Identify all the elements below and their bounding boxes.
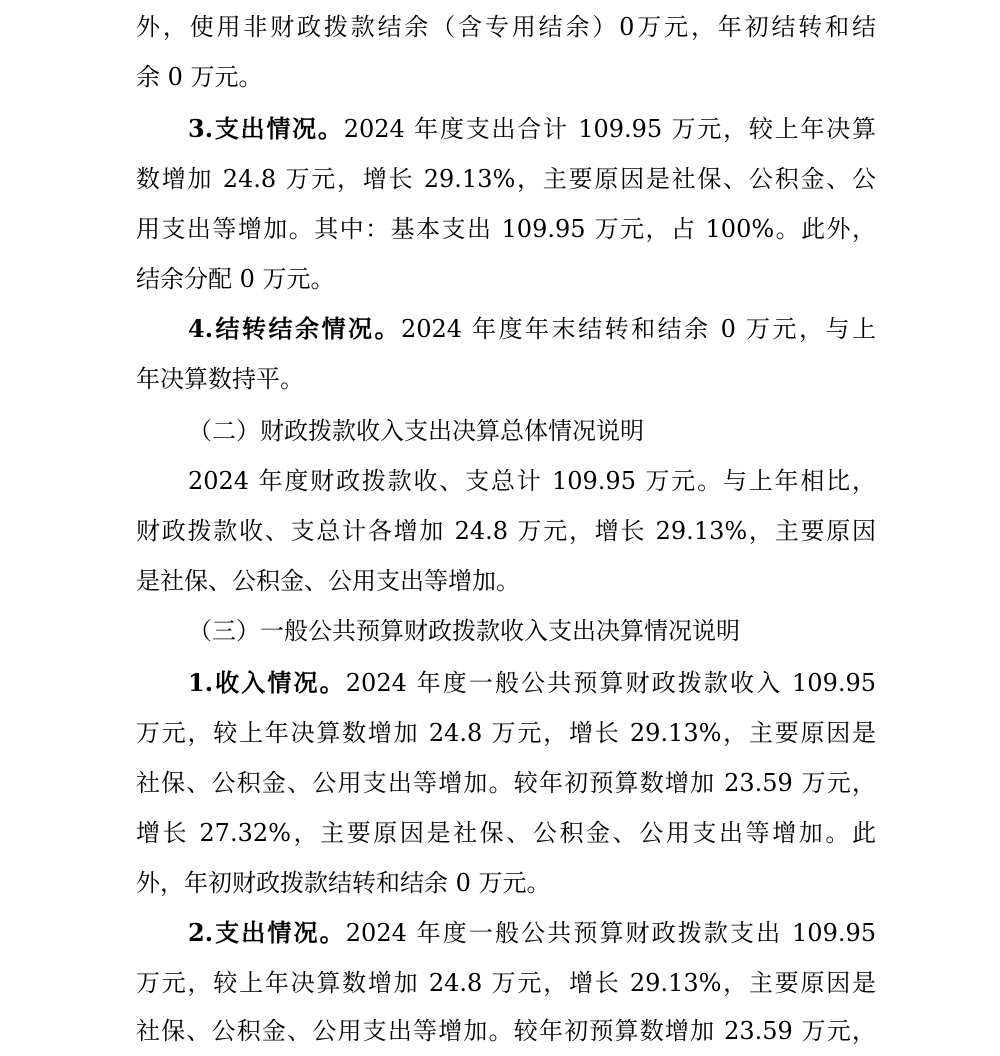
line-text: 余 0 万元。 <box>136 63 263 91</box>
line-text: 用支出等增加。其中：基本支出 109.95 万元，占 100%。此外， <box>136 215 876 243</box>
line-text: 年决算数持平。 <box>136 365 304 393</box>
text-line <box>136 758 876 808</box>
line-bold-lead: 3.支出情况。 <box>188 114 344 143</box>
text-line <box>136 52 876 102</box>
line-text: 外，使用非财政拨款结余（含专用结余）0万元，年初结转和结 <box>136 13 876 41</box>
line-bold-lead: 4.结转结余情况。 <box>188 314 401 343</box>
line-text: 数增加 24.8 万元，增长 29.13%，主要原因是社保、公积金、公 <box>136 165 876 193</box>
text-line <box>136 204 876 254</box>
text-line <box>188 456 876 506</box>
line-text: 外，年初财政拨款结转和结余 0 万元。 <box>136 869 551 897</box>
line-text: 社保、公积金、公用支出等增加。较年初预算数增加 23.59 万元， <box>136 1017 876 1045</box>
text-line <box>136 958 876 1008</box>
line-text: （三）一般公共预算财政拨款收入支出决算情况说明 <box>188 617 740 645</box>
text-line <box>136 556 876 606</box>
text-line <box>136 708 876 758</box>
text-line <box>136 506 876 556</box>
line-text: 财政拨款收、支总计各增加 24.8 万元，增长 29.13%，主要原因 <box>136 517 876 545</box>
line-text: 2024 年度财政拨款收、支总计 109.95 万元。与上年相比， <box>188 467 876 495</box>
line-text: 2024 年度一般公共预算财政拨款收入 109.95 <box>345 669 876 697</box>
line-text: 万元，较上年决算数增加 24.8 万元，增长 29.13%，主要原因是 <box>136 719 876 747</box>
text-line <box>188 104 876 154</box>
line-text: 社保、公积金、公用支出等增加。较年初预算数增加 23.59 万元， <box>136 769 876 797</box>
line-text: 结余分配 0 万元。 <box>136 265 335 293</box>
line-text: 2024 年度年末结转和结余 0 万元，与上 <box>400 315 876 343</box>
text-line <box>136 1006 876 1056</box>
text-line <box>136 858 876 908</box>
text-line <box>188 658 876 708</box>
text-line <box>136 154 876 204</box>
text-line <box>136 354 876 404</box>
line-text: 万元，较上年决算数增加 24.8 万元，增长 29.13%，主要原因是 <box>136 969 876 997</box>
line-bold-lead: 2.支出情况。 <box>188 918 346 947</box>
section-heading <box>188 606 876 656</box>
line-text: 2024 年度一般公共预算财政拨款支出 109.95 <box>345 919 876 947</box>
line-text: （二）财政拨款收入支出决算总体情况说明 <box>188 417 644 445</box>
text-line <box>188 304 876 354</box>
text-line <box>188 908 876 958</box>
text-line <box>136 808 876 858</box>
text-line <box>136 254 876 304</box>
line-bold-lead: 1.收入情况。 <box>188 668 346 697</box>
line-text: 增长 27.32%，主要原因是社保、公积金、公用支出等增加。此 <box>136 819 876 847</box>
line-text: 2024 年度支出合计 109.95 万元，较上年决算 <box>343 115 876 143</box>
section-heading <box>188 406 876 456</box>
line-text: 是社保、公积金、公用支出等增加。 <box>136 567 520 595</box>
text-line <box>136 2 876 52</box>
